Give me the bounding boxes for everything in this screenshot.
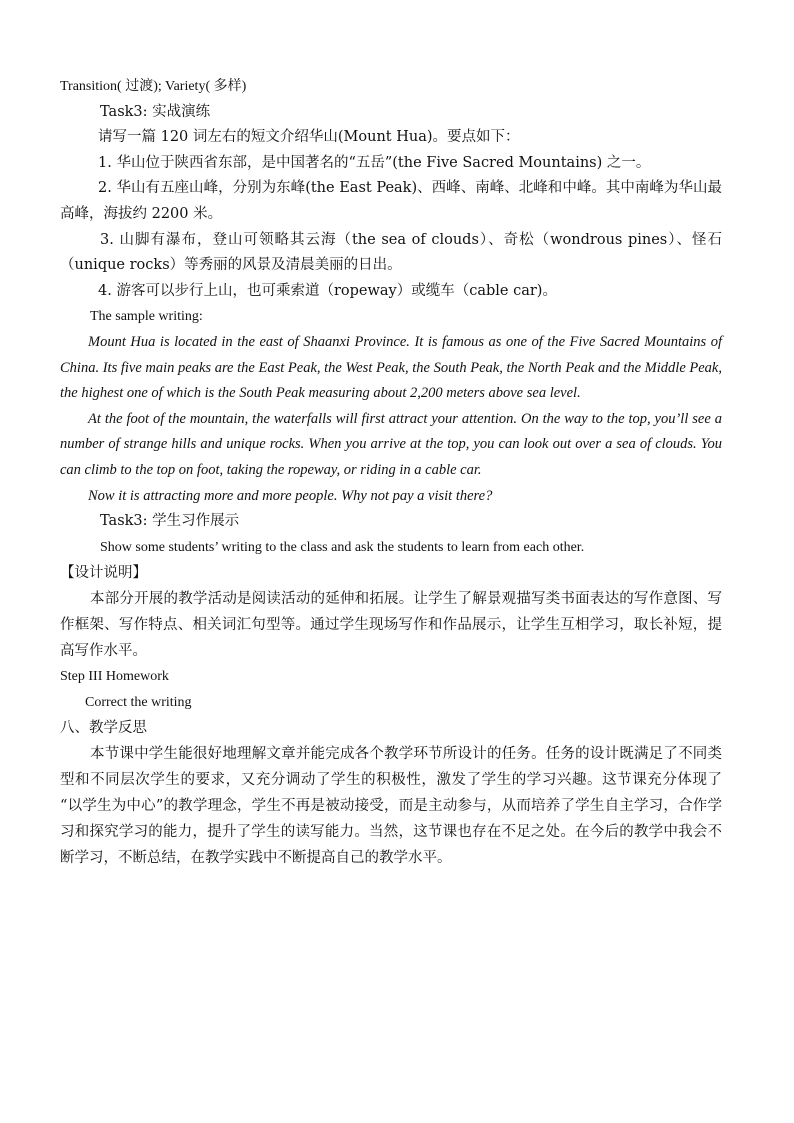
sample-writing-label: The sample writing:	[90, 309, 203, 325]
task3-showcase-text: Show some students’ writing to the class and ask the students to learn from each other.	[100, 539, 585, 555]
reflection-heading: 八、教学反思	[60, 720, 147, 737]
design-text: 本部分开展的教学活动是阅读活动的延伸和拓展。让学生了解景观描写类书面表达的写作意图、写作框架、写作特点、相关词汇句型等。通过学生现场写作和作品展示，让学生互相学习，取长补短，提高写作水平。	[60, 591, 722, 660]
correct-writing: Correct the writing	[85, 694, 192, 710]
task3-practice-title: Task3: 实战演练	[100, 103, 211, 120]
step3-homework: Step III Homework	[60, 669, 169, 685]
sample-paragraph-3: Now it is attracting more and more people. Why not pay a visit there?	[88, 487, 493, 504]
point-1: 1. 华山位于陕西省东部，是中国著名的“五岳”(the Five Sacred Mountains) 之一。	[98, 154, 651, 171]
point-4: 4. 游客可以步行上山，也可乘索道（ropeway）或缆车（cable car)。	[98, 282, 557, 299]
sample-paragraph-2: At the foot of the mountain, the waterfalls will first attract your attention. On the way to the top, you’ll see a number of strange hills and unique rocks. When you arrive at the top, you can look out over a sea of clouds. You can climb to the top on foot, taking the ropeway, or riding in a cable car.	[60, 410, 722, 478]
document-page	[60, 74, 722, 871]
task3-showcase-title: Task3: 学生习作展示	[100, 513, 240, 530]
sample-paragraph-1: Mount Hua is located in the east of Shaanxi Province. It is famous as one of the Five Sacred Mountains of China. Its five main peaks are the East Peak, the West Peak, the South Peak, the North Peak and the Middle Peak, the highest one of which is the South Peak measuring about 2,200 meters above sea level.	[60, 333, 722, 402]
writing-prompt: 请写一篇 120 词左右的短文介绍华山(Mount Hua)。要点如下：	[98, 129, 520, 146]
transition-line: Transition( 过渡); Variety( 多样)	[60, 79, 247, 94]
point-2: 2. 华山有五座山峰，分别为东峰(the East Peak)、西峰、南峰、北峰和中峰。其中南峰为华山最高峰，海拔约 2200 米。	[60, 180, 722, 222]
reflection-text: 本节课中学生能很好地理解文章并能完成各个教学环节所设计的任务。任务的设计既满足了不同类型和不同层次学生的要求，又充分调动了学生的积极性，激发了学生的学习兴趣。这节课充分体现了 “以学生为中心”的教学理念，学生不再是被动接受，而是主动参与，从而培养了学生自主学习，合作学习和探究学习的能力，提升了学生的读写能力。当然，这节课也存在不足之处。在今后的教学中我会不断学习，不断总结，在教学实践中不断提高自己的教学水平。	[60, 746, 722, 867]
design-heading: 【设计说明】	[60, 565, 147, 582]
point-3: 3. 山脚有瀑布，登山可领略其云海（the sea of clouds）、奇松（wondrous pines）、怪石（unique rocks）等秀丽的风景及清晨美丽的日出。	[60, 231, 722, 274]
